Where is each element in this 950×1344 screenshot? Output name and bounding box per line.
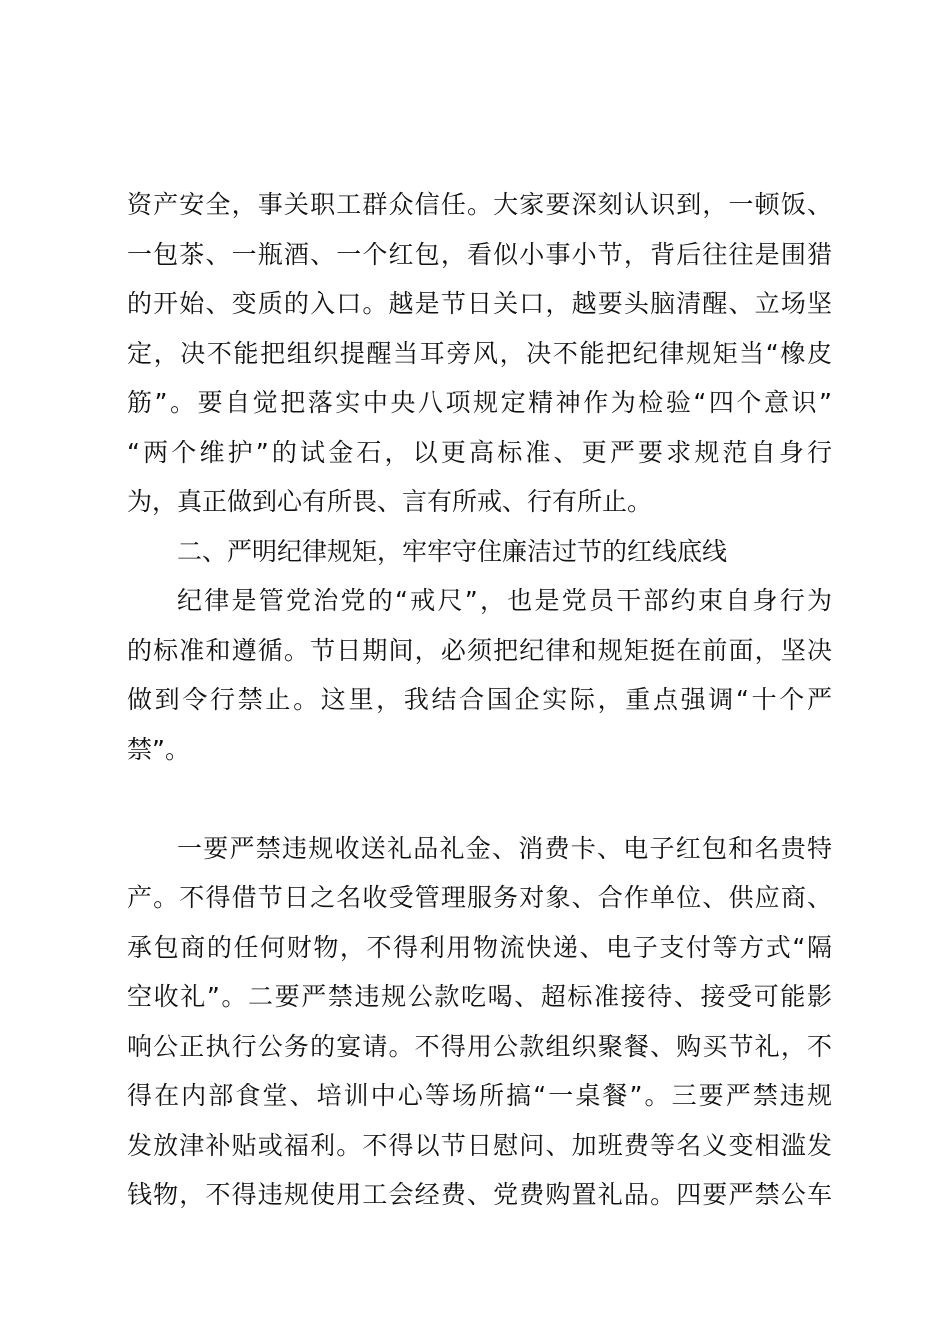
- text-line: 做到令行禁止。这里，我结合国企实际，重点强调“十个严: [127, 685, 832, 714]
- text-line: 的开始、变质的入口。越是节日关口，越要头脑清醒、立场坚: [127, 289, 832, 318]
- text-line: “两个维护”的试金石，以更高标准、更严要求规范自身行: [127, 437, 832, 467]
- text-line: 产。不得借节日之名收受管理服务对象、合作单位、供应商、: [127, 883, 832, 912]
- document-body: [127, 180, 832, 1220]
- text-line: 定，决不能把组织提醒当耳旁风，决不能把纪律规矩当“橡皮: [127, 338, 832, 368]
- text-line: 一要严禁违规收送礼品礼金、消费卡、电子红包和名贵特: [177, 833, 832, 863]
- text-line: 为，真正做到心有所畏、言有所戒、行有所止。: [127, 487, 653, 516]
- text-line: 响公正执行公务的宴请。不得用公款组织聚餐、购买节礼，不: [127, 1031, 832, 1061]
- section-heading: 二、严明纪律规矩，牢牢守住廉洁过节的红线底线: [177, 536, 728, 566]
- text-line: 钱物，不得违规使用工会经费、党费购置礼品。四要严禁公车: [127, 1180, 832, 1209]
- text-line: 纪律是管党治党的“戒尺”，也是党员干部约束自身行为: [177, 586, 832, 615]
- text-line: 资产安全，事关职工群众信任。大家要深刻认识到，一顿饭、: [127, 190, 832, 219]
- text-line: 发放津补贴或福利。不得以节日慰问、加班费等名义变相滥发: [127, 1130, 832, 1160]
- text-line: 禁”。: [127, 734, 190, 764]
- text-line: 一包茶、一瓶酒、一个红包，看似小事小节，背后往往是围猎: [127, 239, 832, 269]
- text-line: 的标准和遵循。节日期间，必须把纪律和规矩挺在前面，坚决: [127, 635, 832, 665]
- text-line: 得在内部食堂、培训中心等场所搞“一桌餐”。三要严禁违规: [127, 1081, 832, 1110]
- text-line: 承包商的任何财物，不得利用物流快递、电子支付等方式“隔: [127, 932, 832, 962]
- text-line: 筋”。要自觉把落实中央八项规定精神作为检验“四个意识”: [127, 388, 832, 417]
- text-line: [127, 774, 832, 824]
- text-line: 空收礼”。二要严禁违规公款吃喝、超标准接待、接受可能影: [127, 982, 832, 1011]
